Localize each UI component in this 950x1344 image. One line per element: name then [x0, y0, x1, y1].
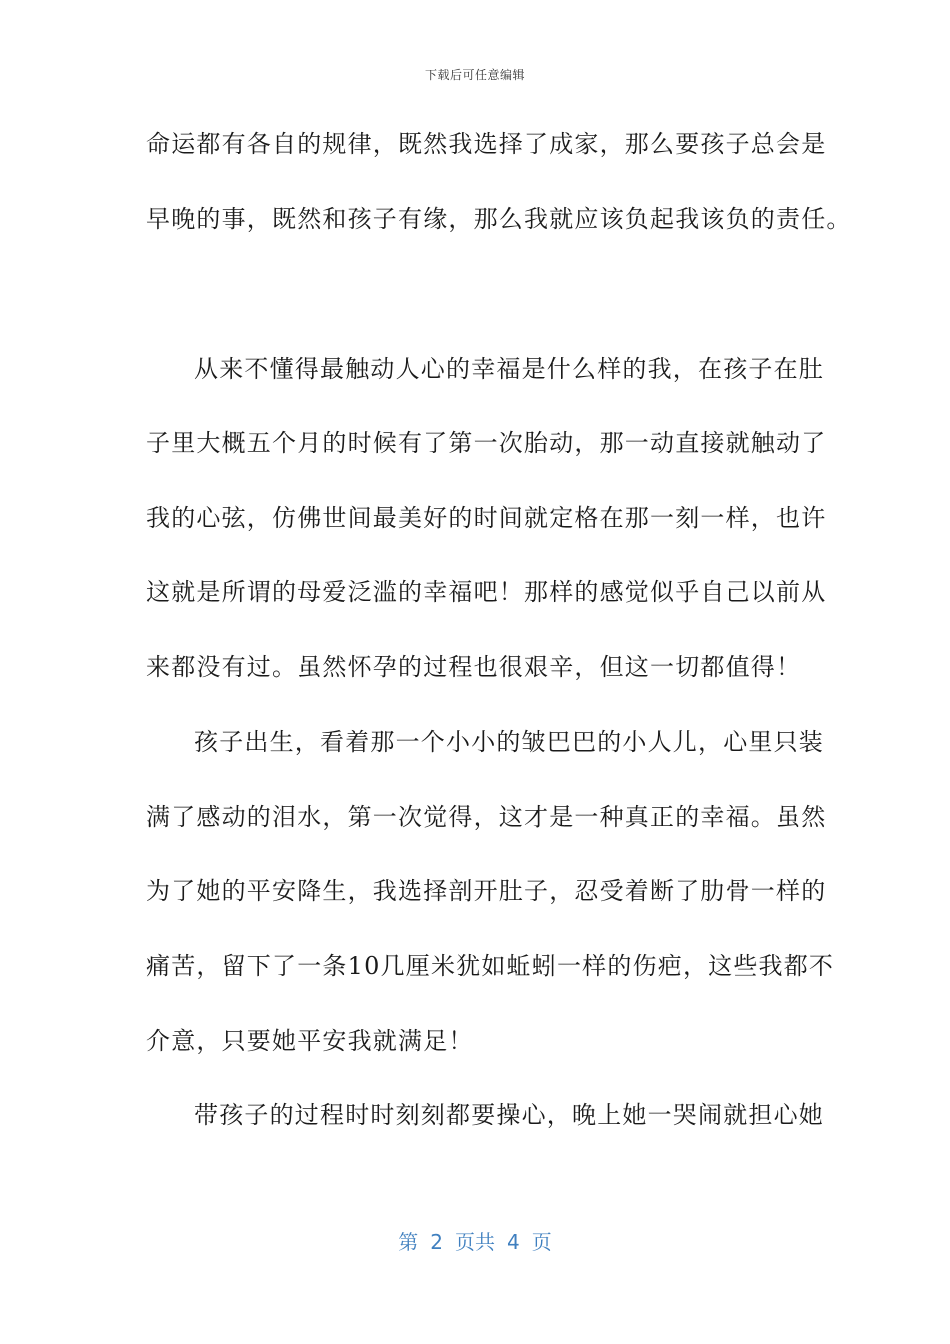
page-footer [0, 1226, 950, 1255]
footer-current-page: 2 [430, 1230, 443, 1254]
paragraph-line: 子里大概五个月的时候有了第一次胎动，那一动直接就触动了 [146, 429, 827, 457]
paragraph-line: 从来不懂得最触动人心的幸福是什么样的我，在孩子在肚 [194, 355, 824, 383]
page-header: 下载后可任意编辑 [424, 68, 525, 82]
paragraph-line: 孩子出生，看着那一个小小的皱巴巴的小人儿，心里只装 [194, 728, 824, 756]
footer-middle: 页共 [455, 1230, 495, 1254]
paragraph-line: 早晚的事，既然和孩子有缘，那么我就应该负起我该负的责任。 [146, 205, 852, 233]
footer-suffix: 页 [531, 1230, 552, 1254]
paragraph-line: 为了她的平安降生，我选择剖开肚子，忍受着断了肋骨一样的 [146, 877, 827, 905]
footer-prefix: 第 [398, 1230, 419, 1254]
paragraph-line: 介意，只要她平安我就满足！ [146, 1027, 474, 1055]
paragraph-line: 来都没有过。虽然怀孕的过程也很艰辛，但这一切都值得！ [146, 653, 802, 681]
paragraph-line: 带孩子的过程时时刻刻都要操心，晚上她一哭闹就担心她 [194, 1101, 824, 1129]
footer-total-pages: 4 [507, 1230, 520, 1254]
paragraph-line: 满了感动的泪水，第一次觉得，这才是一种真正的幸福。虽然 [146, 803, 827, 831]
paragraph-line: 我的心弦，仿佛世间最美好的时间就定格在那一刻一样，也许 [146, 504, 827, 532]
paragraph-line: 痛苦，留下了一条10几厘米犹如蚯蚓一样的伤疤，这些我都不 [146, 952, 835, 980]
paragraph-line: 命运都有各自的规律，既然我选择了成家，那么要孩子总会是 [146, 130, 827, 158]
paragraph-line: 这就是所谓的母爱泛滥的幸福吧！那样的感觉似乎自己以前从 [146, 578, 827, 606]
